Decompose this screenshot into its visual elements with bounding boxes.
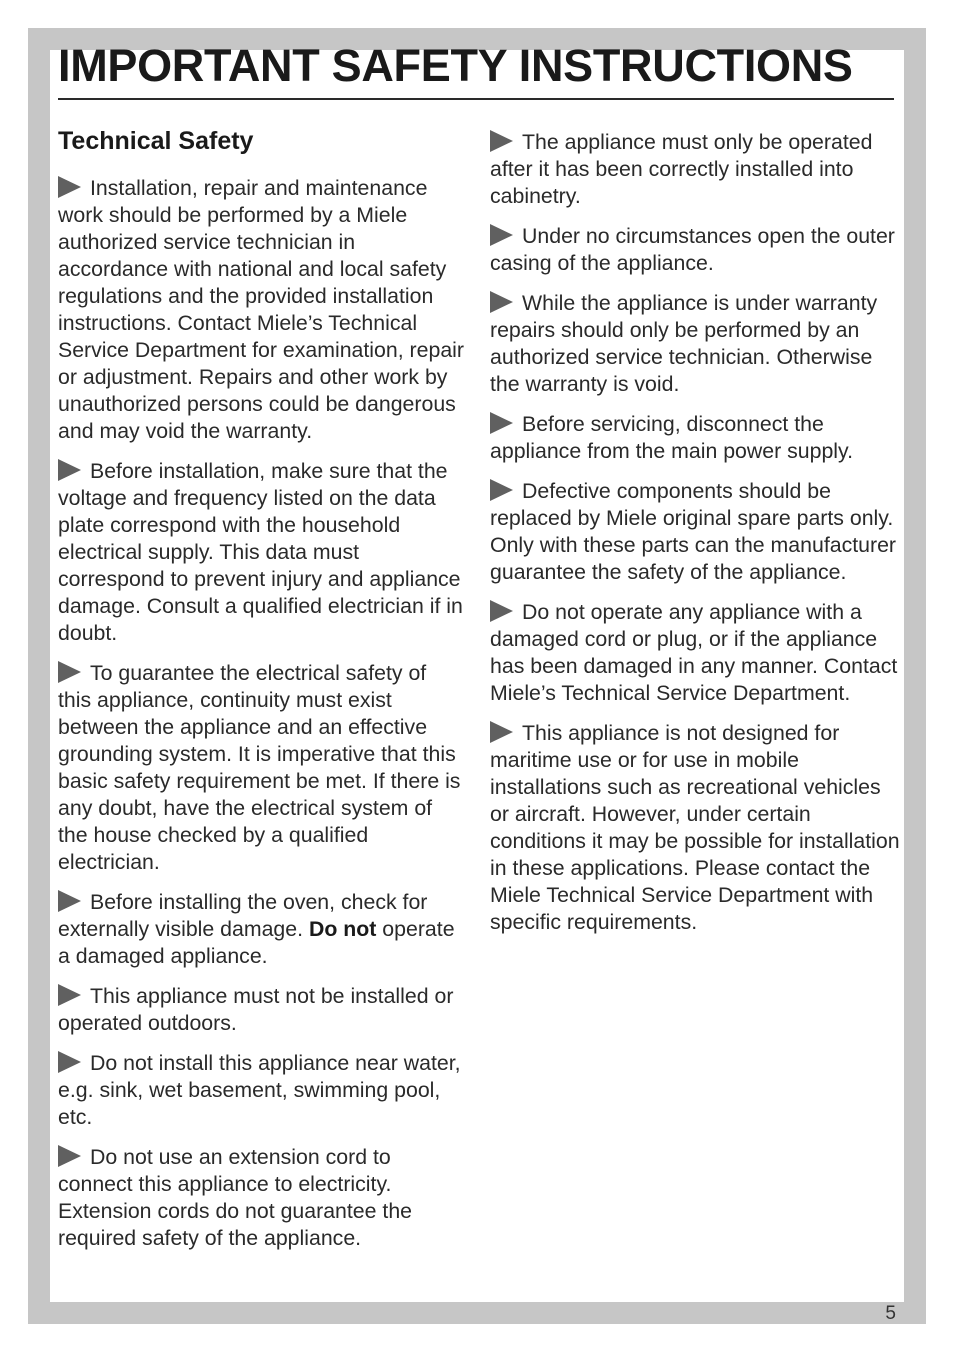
paragraph-text: Before installation, make sure that the voltage and frequency listed on the data plate correspond with the household electrical supply. This data must correspond to prevent injury and appliance damage. Consult a qualified electrician if in doubt. <box>58 459 463 645</box>
safety-paragraph <box>490 129 900 210</box>
paragraph-text: Do not install this appliance near water, e.g. sink, wet basement, swimming pool, etc. <box>58 1051 461 1129</box>
triangle-arrow-icon <box>58 176 81 198</box>
paragraph-text: Defective components should be replaced by Miele original spare parts only. Only with these parts can the manufacturer guarantee the safety of the appliance. <box>490 479 897 584</box>
triangle-arrow-icon <box>490 721 513 743</box>
triangle-arrow-icon <box>58 1145 81 1167</box>
paragraph-text: Before servicing, disconnect the appliance from the main power supply. <box>490 412 854 463</box>
emphasis-text: Do not <box>308 917 377 941</box>
safety-paragraph <box>58 1144 464 1252</box>
safety-paragraph <box>490 411 900 465</box>
paragraph-text: operate a damaged appliance. <box>58 917 455 968</box>
paragraph-text: Under no circumstances open the outer casing of the appliance. <box>490 224 895 275</box>
safety-paragraph <box>490 599 900 707</box>
triangle-arrow-icon <box>490 130 513 152</box>
paragraph-text: Installation, repair and maintenance work should be performed by a Miele authorized service technician in accordance with national and local safety regulations and the provided installation instructions. Contact Miele’s Technical Service Department for examination, repair or adjustment. Repairs and other work by unauthorized persons could be dangerous and may void the warranty. <box>58 176 465 443</box>
safety-paragraph <box>58 889 464 970</box>
paragraph-text: This appliance is not designed for maritime use or for use in mobile installations such as recreational vehicles or aircraft. However, under certain conditions it may be possible for installation in these applications. Please contact the Miele Technical Service Department with specific requirements. <box>490 721 900 934</box>
safety-paragraph <box>58 660 464 876</box>
safety-paragraph <box>490 290 900 398</box>
title-underline <box>58 98 894 100</box>
triangle-arrow-icon <box>58 1051 81 1073</box>
triangle-arrow-icon <box>490 224 513 246</box>
triangle-arrow-icon <box>490 291 513 313</box>
paragraph-text: This appliance must not be installed or operated outdoors. <box>58 984 454 1035</box>
triangle-arrow-icon <box>490 479 513 501</box>
paragraph-text: While the appliance is under warranty repairs should only be performed by an authorized service technician. Otherwise the warranty is void. <box>490 291 878 396</box>
paragraph-text: Do not operate any appliance with a damaged cord or plug, or if the appliance has been damaged in any manner. Contact Miele’s Technical Service Department. <box>490 600 898 705</box>
left-column <box>58 120 464 1265</box>
paragraph-text: The appliance must only be operated after it has been correctly installed into cabinetry. <box>490 130 873 208</box>
triangle-arrow-icon <box>490 412 513 434</box>
safety-paragraph <box>490 478 900 586</box>
triangle-arrow-icon <box>58 984 81 1006</box>
triangle-arrow-icon <box>58 459 81 481</box>
paragraph-text: To guarantee the electrical safety of this appliance, continuity must exist between the appliance and an effective grounding system. It is imperative that this basic safety requirement be met. If there is any doubt, have the electrical system of the house checked by a qualified electrician. <box>58 661 461 874</box>
safety-paragraph <box>58 175 464 445</box>
triangle-arrow-icon <box>490 600 513 622</box>
triangle-arrow-icon <box>58 890 81 912</box>
safety-paragraph <box>490 223 900 277</box>
safety-paragraph <box>490 720 900 936</box>
safety-paragraph <box>58 983 464 1037</box>
section-heading: Technical Safety <box>58 127 254 155</box>
safety-paragraph <box>58 1050 464 1131</box>
page-title: IMPORTANT SAFETY INSTRUCTIONS <box>58 40 853 91</box>
page-number: 5 <box>885 1303 896 1324</box>
triangle-arrow-icon <box>58 661 81 683</box>
paragraph-text: Before installing the oven, check for externally visible damage. <box>58 890 428 941</box>
paragraph-text: Do not use an extension cord to connect this appliance to electricity. Extension cords do not guarantee the required safety of the appliance. <box>58 1145 413 1250</box>
right-column <box>490 129 900 949</box>
safety-paragraph <box>58 458 464 647</box>
